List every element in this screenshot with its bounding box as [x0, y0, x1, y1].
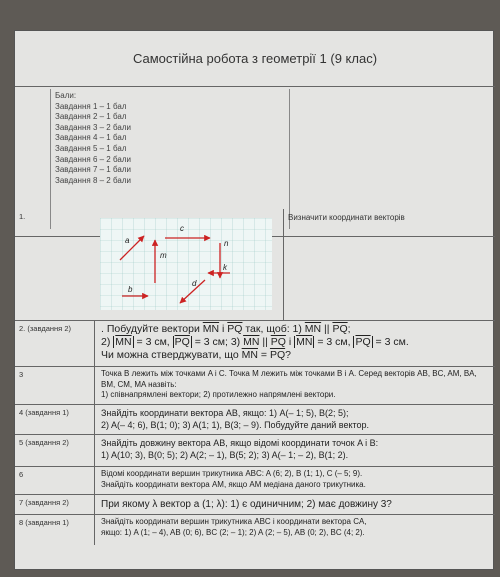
task-line: 2) A(– 4; 6), B(1; 0); 3) A(1; 1), B(3; – 9). Побудуйте даний вектор.	[101, 420, 370, 430]
page-title: Самостійна робота з геометрії 1 (9 клас)	[15, 31, 495, 87]
vector-label: m	[160, 251, 167, 260]
task-number: 6	[15, 467, 95, 494]
vector-label: a	[125, 236, 130, 245]
vector-label: d	[192, 279, 197, 288]
score-item: Завдання 5 – 1 бал	[55, 143, 127, 153]
task-text	[97, 467, 495, 494]
vector-label: n	[224, 239, 229, 248]
task-row-7	[15, 495, 495, 515]
task-row-3	[15, 367, 495, 405]
task-text: . Побудуйте вектори $\overline{MN}$ і $\overline{PQ}$ так, щоб: 1) $\overline{MN}$ || $\overline{PQ}$; 2) $\overline{MN} = 3$ см, $\overline{PQ} = 3$ см; 3) $\overline{MN}$ || $\overline{PQ}$ і $\overline{MN} = 3$ см, $\overline{PQ} = 3$ см. Чи можна стверджувати, що $\overline{MN} = \overline{PQ}$?	[101, 323, 409, 361]
task-text	[97, 405, 495, 434]
task-line: Знайдіть довжину вектора AB, якщо відомі координати точок A і B:	[101, 438, 379, 448]
task-number: 1.	[19, 212, 26, 221]
task-line: Точка B лежить між точками A і C. Точка M лежить між точками B і A. Серед векторів AB, BC, AM, BA, BM, CM, MA назвіть:	[101, 369, 477, 389]
task-text	[97, 367, 495, 404]
vector-label: k	[223, 263, 227, 272]
task-text	[97, 515, 495, 545]
score-item: Завдання 6 – 2 бали	[55, 154, 131, 164]
task-row-8	[15, 515, 495, 545]
task-text	[97, 435, 495, 466]
task-number: 2. (завдання 2)	[15, 321, 95, 366]
task-line: Знайдіть координати вектора AB, якщо: 1) A(– 1; 5), B(2; 5);	[101, 408, 349, 418]
task-number: 8 (завдання 1)	[15, 515, 95, 545]
task-line: При якому λ вектор a (1; λ): 1) є одиничним; 2) має довжину 3?	[101, 499, 392, 510]
task-text	[97, 495, 495, 514]
score-item: Завдання 3 – 2 бали	[55, 122, 131, 132]
vector-grid-figure	[100, 218, 272, 310]
vector-label: c	[180, 224, 184, 233]
vector-label: b	[128, 285, 133, 294]
score-item: Завдання 1 – 1 бал	[55, 101, 127, 111]
task-text: Визначити координати векторів	[283, 209, 495, 320]
scores-list	[50, 89, 290, 229]
score-item: Завдання 8 – 2 бали	[55, 175, 131, 185]
scores-heading: Бали:	[55, 91, 77, 100]
task-line: Відомі координати вершин трикутника ABC: A (6; 2), B (1; 1), C (– 5; 9).	[101, 469, 363, 478]
task-number: 3	[15, 367, 95, 404]
task-number: 5 (завдання 2)	[15, 435, 95, 466]
task-row-6	[15, 467, 495, 495]
task-line: 1) співнапрямлені вектори; 2) протилежно напрямлені вектори.	[101, 390, 336, 399]
score-item: Завдання 2 – 1 бал	[55, 112, 127, 122]
task-number: 7 (завдання 2)	[15, 495, 95, 514]
score-item: Завдання 7 – 1 бали	[55, 165, 131, 175]
task-line: якщо: 1) A (1; – 4), AB (0; 6), BC (2; – 1); 2) A (2; – 5), AB (0; 2), BC (4; 2).	[101, 527, 365, 537]
task-line: 1) A(10; 3), B(0; 5); 2) A(2; – 1), B(5; 2); 3) A(– 1; – 2), B(1; 2).	[101, 450, 349, 460]
task-row-5	[15, 435, 495, 467]
task-row-4	[15, 405, 495, 435]
task-row-2	[15, 321, 495, 367]
task-line: Знайдіть координати вектора AM, якщо AM медіана даного трикутника.	[101, 479, 366, 489]
task-line: Знайдіть координати вершин трикутника ABC і координати вектора CA,	[101, 517, 367, 526]
score-item: Завдання 4 – 1 бал	[55, 133, 127, 143]
task-number: 4 (завдання 1)	[15, 405, 95, 434]
